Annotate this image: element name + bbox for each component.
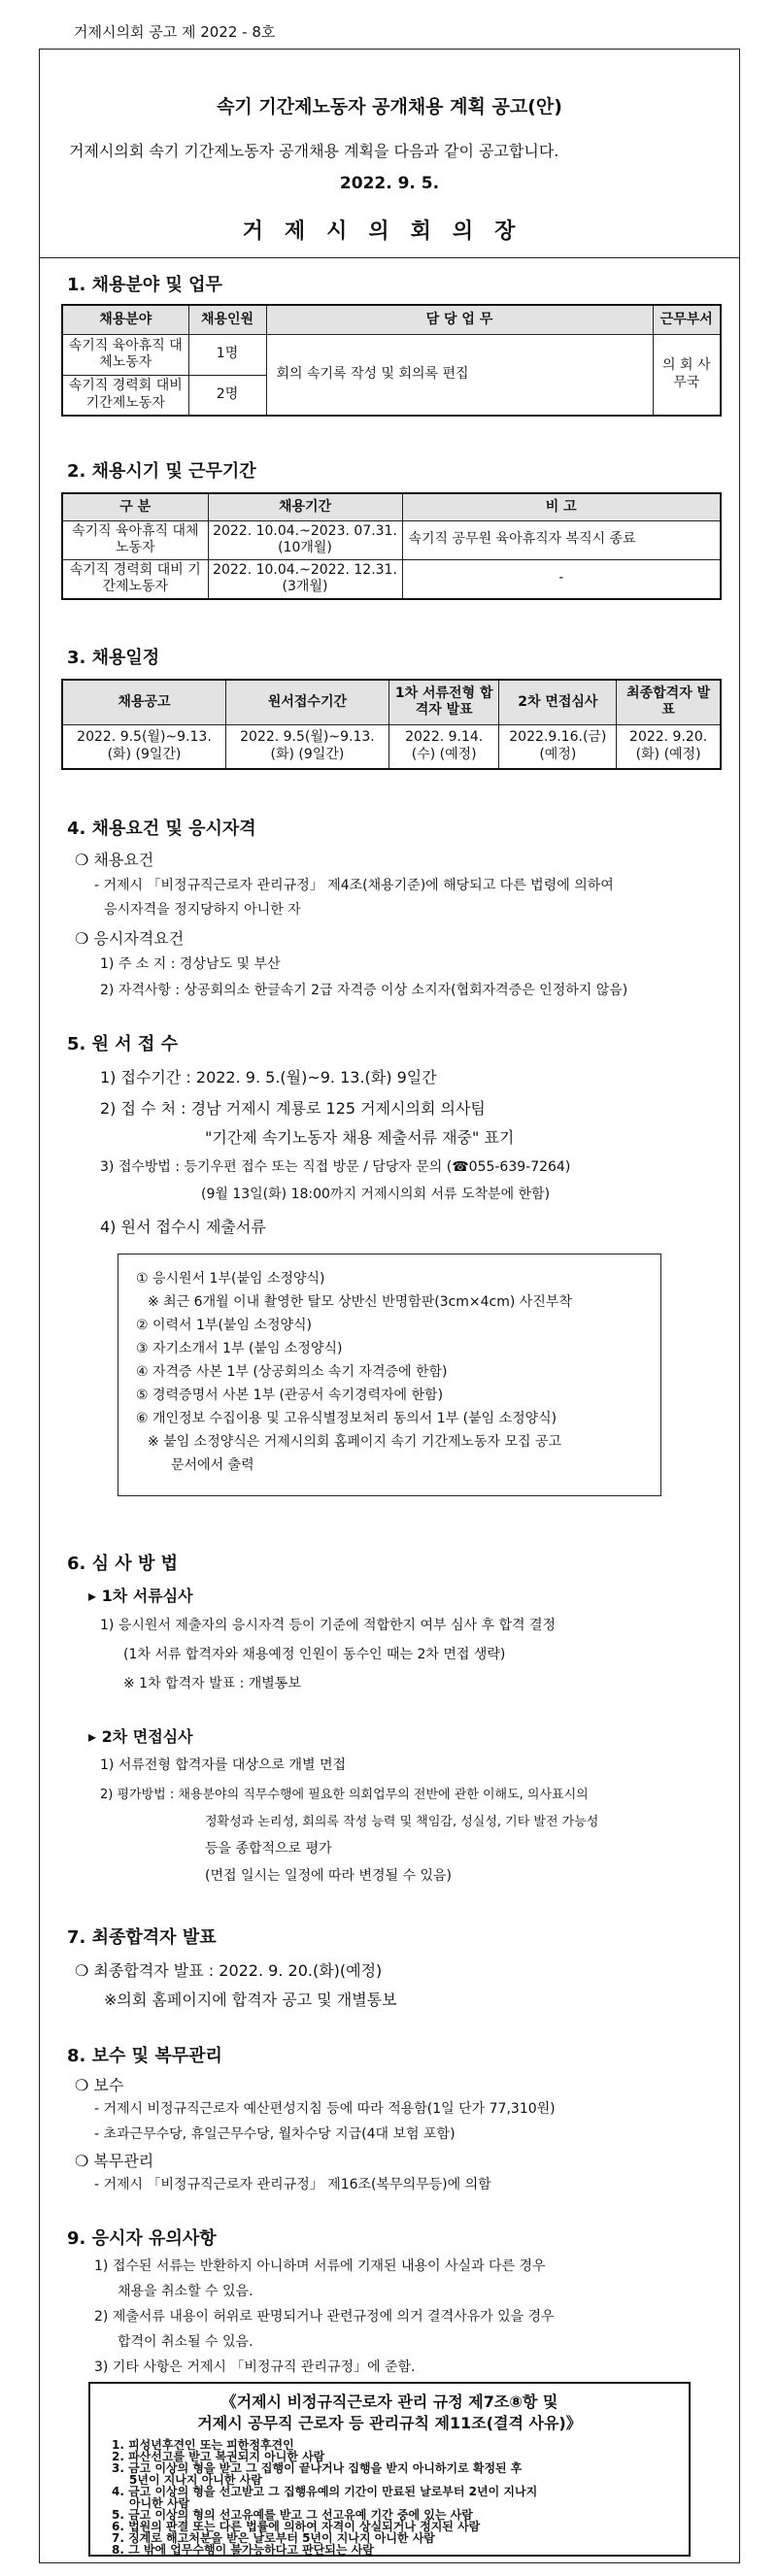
section-4-line: ❍ 채용요건 (75, 851, 154, 869)
section-6-line: 1) 응시원서 제출자의 응시자격 등이 기준에 적합한지 여부 심사 후 합격 결정 (100, 1618, 557, 1633)
disqualification-item: 3. 금고 이상의 형을 받고 그 집행이 끝나거나 집행을 받지 아니하기로 확정된 후 (112, 2461, 523, 2475)
table-cell: 2022. 9.14.(수) (예정) (388, 724, 499, 769)
section-8-line: ❍ 보수 (75, 2076, 124, 2094)
section-7-line: ※의회 홈페이지에 합격자 공고 및 개별통보 (104, 1991, 397, 2009)
section-5-line: (9월 13일(화) 18:00까지 거제시의회 서류 도착분에 한함) (201, 1187, 551, 1202)
section-1-title: 1. 채용분야 및 업무 (67, 275, 222, 295)
notice-header (40, 50, 739, 258)
disqualification-heading: 《거제시 비정규직근로자 관리 규정 제7조⑧항 및 (220, 2392, 558, 2411)
section-2-title: 2. 채용시기 및 근무기간 (67, 461, 256, 482)
table-cell: 속기직 경력회 대비 기간제노동자 (62, 375, 188, 416)
section-2-table (61, 492, 722, 600)
disqualification-item: 아니한 사람 (129, 2496, 190, 2510)
section-9-line: 합격이 취소될 수 있음. (118, 2334, 253, 2350)
section-5-line: 2) 접 수 처 : 경남 거제시 계룡로 125 거제시의회 의사팀 (100, 1099, 486, 1118)
documents-item: ① 응시원서 1부(붙임 소정양식) (136, 1271, 325, 1287)
documents-item: ③ 자기소개서 1부 (붙임 소정양식) (136, 1341, 343, 1356)
notice-issuer: 거제시의회의장 (242, 219, 537, 244)
col-header: 담 당 업 무 (266, 305, 653, 334)
section-9-line: 채용을 취소할 수 있음. (118, 2284, 253, 2299)
table-cell: 속기직 공무원 육아휴직자 복직시 종료 (402, 520, 721, 559)
table-cell: 속기직 경력회 대비 기간제노동자 (62, 559, 208, 599)
table-cell: 회의 속기록 작성 및 회의록 편집 (266, 334, 653, 416)
col-header: 채용인원 (188, 305, 266, 334)
disqualification-item: 7. 징계로 해고처분을 받은 날로부터 5년이 지나지 아니한 사람 (112, 2531, 435, 2545)
section-9-line: 3) 기타 사항은 거제시 「비정규직 관리규정」에 준함. (94, 2359, 416, 2375)
section-5-line: 4) 원서 접수시 제출서류 (100, 1218, 266, 1236)
section-3-title: 3. 채용일정 (67, 648, 160, 668)
col-header: 원서접수기간 (225, 680, 388, 724)
disqualification-item: 2. 파산선고를 받고 복권되지 아니한 사람 (112, 2450, 325, 2463)
section-9-title: 9. 응시자 유의사항 (67, 2228, 217, 2249)
section-3-table (61, 679, 722, 770)
section-5-line: 1) 접수기간 : 2022. 9. 5.(월)~9. 13.(화) 9일간 (100, 1068, 437, 1087)
documents-item: ⑥ 개인정보 수집이용 및 고유식별정보처리 동의서 1부 (붙임 소정양식) (136, 1411, 557, 1426)
table-cell: 2022. 9.20.(화) (예정) (617, 724, 721, 769)
documents-item: ⑤ 경력증명서 사본 1부 (관공서 속기경력자에 한함) (136, 1388, 444, 1403)
notice-date: 2022. 9. 5. (339, 174, 440, 193)
section-6-line: ▸ 2차 면접심사 (88, 1727, 193, 1746)
section-4-line: - 거제시 「비정규직근로자 관리규정」 제4조(채용기준)에 해당되고 다른 법령에 의하여 (94, 878, 614, 893)
table-cell: 1명 (188, 334, 266, 375)
disqualification-item: 8. 그 밖에 업무수행이 불가능하다고 판단되는 사람 (112, 2543, 374, 2557)
col-header: 2차 면접심사 (499, 680, 617, 724)
col-header: 근무부서 (653, 305, 721, 334)
col-header: 채용기간 (208, 493, 402, 520)
section-7-line: ❍ 최종합격자 발표 : 2022. 9. 20.(화)(예정) (75, 1961, 383, 1980)
table-cell: 2022. 9.5(월)~9.13.(화) (9일간) (225, 724, 388, 769)
section-4-title: 4. 채용요건 및 응시자격 (67, 819, 256, 839)
documents-item: ④ 자격증 사본 1부 (상공회의소 속기 자격증에 한함) (136, 1364, 448, 1380)
documents-item: ※ 최근 6개월 이내 촬영한 탈모 상반신 반명함판(3cm×4cm) 사진부착 (148, 1294, 572, 1310)
table-cell: 2명 (188, 375, 266, 416)
col-header: 채용공고 (62, 680, 225, 724)
section-4-line: ❍ 응시자격요건 (75, 929, 185, 948)
disqualification-item: 6. 법원의 판결 또는 다른 법률에 의하여 자격이 상실되거나 정지된 사람 (112, 2520, 481, 2533)
table-cell: 속기직 육아휴직 대체노동자 (62, 520, 208, 559)
section-5-line: 3) 접수방법 : 등기우편 접수 또는 직접 방문 / 담당자 문의 (☎055-639-7264) (100, 1159, 571, 1175)
notice-frame (39, 49, 740, 2563)
col-header: 최종합격자 발표 (617, 680, 721, 724)
doc-number: 거제시의회 공고 제 2022 - 8호 (74, 23, 276, 41)
section-6-line: ※ 1차 합격자 발표 : 개별통보 (123, 1676, 301, 1691)
disqualification-item: 4. 금고 이상의 형을 선고받고 그 집행유예의 기간이 만료된 날로부터 2년이 지나지 (112, 2485, 538, 2498)
section-4-line: 2) 자격사항 : 상공회의소 한글속기 2급 자격증 이상 소지자(협회자격증은 인정하지 않음) (100, 983, 628, 998)
disqualification-item: 5. 금고 이상의 형의 선고유예를 받고 그 선고유예 기간 중에 있는 사람 (112, 2508, 473, 2522)
section-5-title: 5. 원 서 접 수 (67, 1034, 178, 1054)
section-5-line: "기간제 속기노동자 채용 제출서류 재중" 표기 (205, 1128, 515, 1147)
col-header: 비 고 (402, 493, 721, 520)
section-8-line: - 거제시 비정규직근로자 예산편성지침 등에 따라 적용함(1일 단가 77,310원) (94, 2101, 556, 2117)
section-7-title: 7. 최종합격자 발표 (67, 1927, 217, 1948)
section-6-line: ▸ 1차 서류심사 (88, 1587, 193, 1605)
table-cell: 2022. 10.04.~2022. 12.31. (3개월) (208, 559, 402, 599)
section-9-line: 1) 접수된 서류는 반환하지 아니하며 서류에 기재된 내용이 사실과 다른 경우 (94, 2258, 546, 2274)
section-6-line: 정확성과 논리성, 회의록 작성 능력 및 책임감, 성실성, 기타 발전 가능성 (205, 1815, 599, 1829)
disqualification-box (88, 2382, 691, 2557)
section-8-line: - 초과근무수당, 휴일근무수당, 월차수당 지급(4대 보험 포함) (94, 2126, 456, 2142)
section-6-title: 6. 심 사 방 법 (67, 1554, 178, 1574)
table-cell: 속기직 육아휴직 대체노동자 (62, 334, 188, 375)
disqualification-item: 1. 피성년후견인 또는 피한정후견인 (112, 2438, 294, 2452)
disqualification-heading: 거제시 공무직 근로자 등 관리규칙 제11조(결격 사유)》 (197, 2414, 582, 2432)
section-4-line: 응시자격을 정지당하지 아니한 자 (104, 902, 301, 918)
documents-box (118, 1254, 661, 1496)
col-header: 구 분 (62, 493, 208, 520)
notice-title: 속기 기간제노동자 공개채용 계획 공고(안) (217, 96, 562, 117)
table-cell: 2022. 10.04.~2023. 07.31. (10개월) (208, 520, 402, 559)
section-6-line: (면접 일시는 일정에 따라 변경될 수 있음) (205, 1868, 453, 1884)
section-6-line: 등을 종합적으로 평가 (205, 1841, 332, 1857)
disqualification-item: 5년이 지나지 아니한 사람 (129, 2473, 262, 2487)
section-6-line: 1) 서류전형 합격자를 대상으로 개별 면접 (100, 1757, 347, 1773)
section-9-line: 2) 제출서류 내용이 허위로 판명되거나 관련규정에 의거 결격사유가 있을 경우 (94, 2309, 555, 2325)
documents-item: ※ 붙임 소정양식은 거제시의회 홈페이지 속기 기간제노동자 모집 공고 (148, 1434, 562, 1450)
section-8-line: - 거제시 「비정규직근로자 관리규정」 제16조(복무의무등)에 의함 (94, 2177, 491, 2192)
table-cell: - (402, 559, 721, 599)
section-6-line: 2) 평가방법 : 채용분야의 직무수행에 필요한 의회업무의 전반에 관한 이해도, 의사표시의 (100, 1788, 589, 1802)
section-1-table (61, 304, 722, 417)
section-8-line: ❍ 복무관리 (75, 2152, 154, 2170)
documents-item: ② 이력서 1부(붙임 소정양식) (136, 1318, 312, 1333)
section-8-title: 8. 보수 및 복무관리 (67, 2046, 222, 2066)
col-header: 채용분야 (62, 305, 188, 334)
section-6-line: (1차 서류 합격자와 채용예정 인원이 동수인 때는 2차 면접 생략) (123, 1647, 506, 1662)
table-cell: 2022.9.16.(금) (예정) (499, 724, 617, 769)
notice-intro: 거제시의회 속기 기간제노동자 공개채용 계획을 다음과 같이 공고합니다. (69, 142, 559, 160)
table-cell: 2022. 9.5(월)~9.13.(화) (9일간) (62, 724, 225, 769)
col-header: 1차 서류전형 합격자 발표 (388, 680, 499, 724)
documents-item: 문서에서 출력 (171, 1457, 254, 1473)
section-4-line: 1) 주 소 지 : 경상남도 및 부산 (100, 956, 281, 972)
table-cell: 의 회 사무국 (653, 334, 721, 416)
